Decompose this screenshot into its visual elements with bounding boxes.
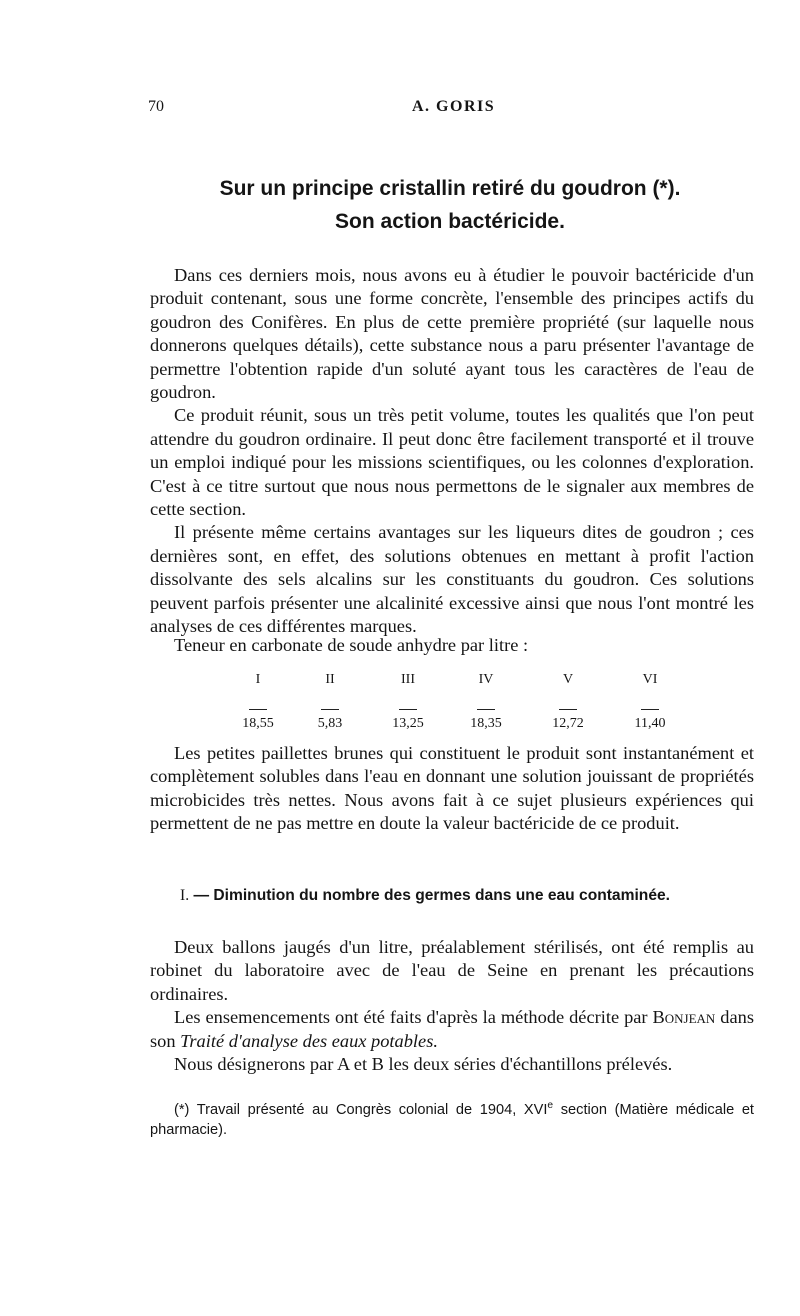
superscript: e [547, 1100, 554, 1112]
separator-dash [477, 709, 495, 710]
table-header: I [255, 672, 261, 687]
paragraph: Il présente même certains avantages sur les liqueurs dites de goudron ; ces dernières sont, en effet, des solutions obtenues en mettant à profit l'action dissolvante des sels alcalins sur les constituants du goudron. Ces solutions peuvent parfois présenter une alcalinité excessive ainsi que nous l'ont montré les analyses de ces différentes marques. [150, 522, 754, 637]
table-value: 5,83 [317, 716, 343, 731]
section-title: Diminution du nombre des germes dans une eau contaminée. [213, 887, 671, 904]
text-run: dans son [150, 1007, 754, 1051]
after-table-text [150, 742, 754, 836]
section-number: I. [180, 887, 190, 904]
table-header-row [150, 672, 754, 698]
title-line-2: Son action bactéricide. [335, 210, 565, 233]
table-lead [150, 634, 754, 657]
method-text [150, 936, 754, 1076]
table-header: III [401, 672, 415, 687]
page-number: 70 [148, 98, 164, 115]
table-value: 18,35 [470, 716, 502, 731]
running-head [148, 98, 752, 120]
paragraph: Les petites paillettes brunes qui constituent le produit sont instantanément et complètement solubles dans l'eau en donnant une solution jouissant de propriétés microbicides très nettes. Nous avons fait à ce sujet plusieurs expériences qui permettent de ne pas mettre en doute la valeur bactéricide de ce produit. [150, 743, 754, 834]
table-header: V [562, 672, 574, 687]
table-value: 12,72 [552, 716, 584, 731]
footnote-text [150, 1100, 754, 1140]
paragraph [150, 1006, 754, 1053]
cited-author: Bonjean [652, 1007, 716, 1028]
carbonate-table [150, 672, 754, 742]
section-heading [180, 887, 754, 905]
table-lead-text: Teneur en carbonate de soude anhydre par litre : [174, 635, 529, 655]
table-header: VI [642, 672, 658, 687]
table-value: 18,55 [242, 716, 274, 731]
separator-dash [641, 709, 659, 710]
table-separator-row [150, 698, 754, 716]
running-head-author: A. GORIS [412, 98, 496, 115]
text-run: section (Matière médicale et pharmacie). [150, 1102, 754, 1138]
separator-dash [321, 709, 339, 710]
table-header: IV [478, 672, 494, 687]
section-dash: — [193, 887, 210, 904]
paragraph: Ce produit réunit, sous un très petit volume, toutes les qualités que l'on peut attendre du goudron ordinaire. Il peut donc être facilement transporté et il trouve un emploi indiqué pour les missions scientifiques, ou les colonnes d'exploration. C'est à ce titre surtout que nous nous permettons de le signaler aux membres de cette section. [150, 405, 754, 520]
table-value: 13,25 [392, 716, 424, 731]
separator-dash [249, 709, 267, 710]
table-value-row [150, 716, 754, 742]
paragraph: Nous désignerons par A et B les deux séries d'échantillons prélevés. [174, 1054, 673, 1075]
title-line-1: Sur un principe cristallin retiré du goudron (*). [219, 177, 681, 200]
cited-book-title: Traité d'analyse des eaux potables. [180, 1030, 438, 1051]
paragraph: Deux ballons jaugés d'un litre, préalablement stérilisés, ont été remplis au robinet du laboratoire avec de l'eau de Seine en prenant les précautions ordinaires. [150, 937, 754, 1004]
article-title [148, 172, 752, 238]
footnote [150, 1100, 754, 1140]
table-value: 11,40 [634, 716, 666, 731]
intro-text [150, 264, 754, 639]
table-header: II [325, 672, 335, 687]
text-run: (*) Travail présenté au Congrès colonial de 1904, XVI [174, 1102, 548, 1118]
separator-dash [399, 709, 417, 710]
text-run: Les ensemencements ont été faits d'après la méthode décrite par [174, 1007, 648, 1028]
separator-dash [559, 709, 577, 710]
paragraph: Dans ces derniers mois, nous avons eu à étudier le pouvoir bactéricide d'un produit contenant, sous une forme concrète, l'ensemble des principes actifs du goudron des Conifères. En plus de cette première propriété (sur laquelle nous donnerons quelques détails), cette substance nous a paru présenter l'avantage de permettre l'obtention rapide d'un soluté ayant tous les caractères de l'eau de goudron. [150, 265, 754, 403]
